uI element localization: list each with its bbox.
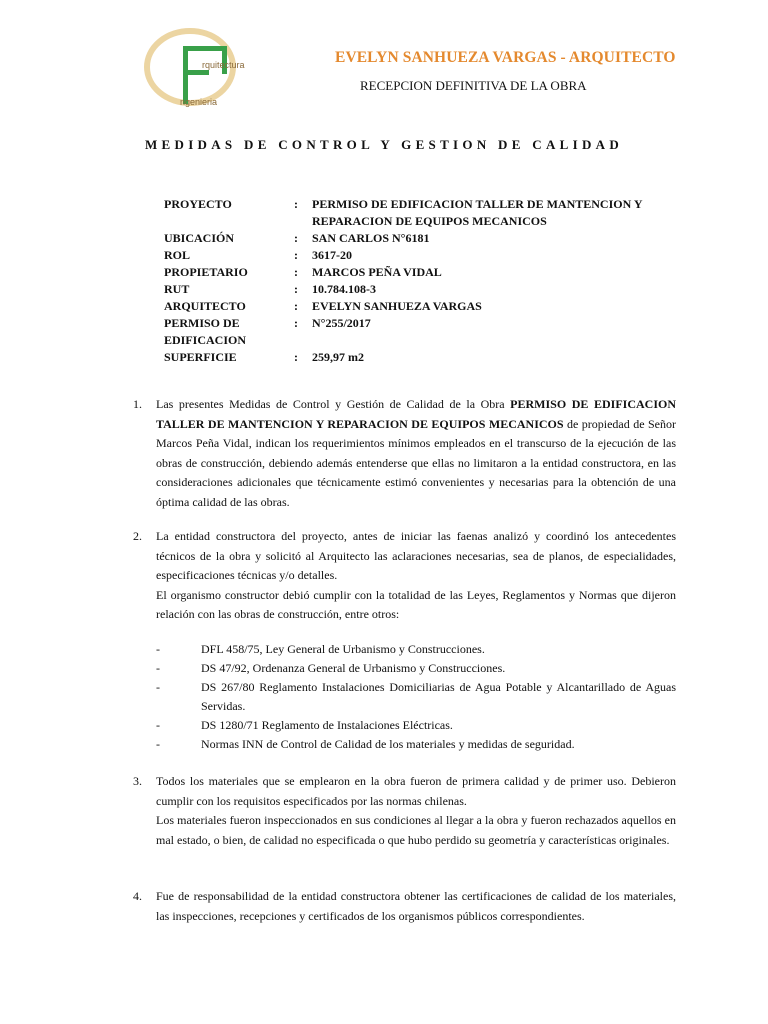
- info-value: PERMISO DE EDIFICACION TALLER DE MANTENCION Y REPARACION DE EQUIPOS MECANICOS: [312, 197, 643, 228]
- section-paragraph: [156, 395, 676, 512]
- bullet-dash: -: [156, 718, 160, 732]
- info-value: 259,97 m2: [312, 350, 364, 364]
- bullet-dash: -: [156, 642, 160, 656]
- section-number: 3.: [133, 774, 142, 788]
- bullet-dash: -: [156, 737, 160, 751]
- list-item-text: DS 47/92, Ordenanza General de Urbanismo y Construcciones.: [201, 661, 506, 675]
- section-2: [0, 527, 768, 625]
- section-paragraph: El organismo constructor debió cumplir con la totalidad de las Leyes, Reglamentos y Normas que dijeron relación con las obras de construcción, entre otros:: [156, 587, 676, 621]
- section-paragraph: Todos los materiales que se emplearon en la obra fueron de primera calidad y de primer uso. Debieron cumplir con los requisitos especificados por las normas chilenas.: [156, 774, 676, 808]
- project-name-bold: PERMISO DE EDIFICACION TALLER DE MANTENCION Y REPARACION DE EQUIPOS MECANICOS: [156, 397, 677, 431]
- info-label: SUPERFICIE: [164, 350, 237, 364]
- section-paragraph: La entidad constructora del proyecto, antes de iniciar las faenas analizó y coordinó los antecedentes técnicos de la obra y solicitó al Arquitecto las aclaraciones necesarias, sea de planos, de especialidades, especificaciones técnicas y/o detalles.: [156, 529, 676, 582]
- section-4: [0, 887, 768, 926]
- info-colon: :: [294, 316, 298, 330]
- paragraph-text: de propiedad de Señor Marcos Peña Vidal, indican los requerimientos mínimos empleados en el transcurso de la ejecución de las obras de construcción, debiendo además entenderse que ellas no limitaron a la entidad constructora, en las consideraciones adicionales que técnicamente estimó convenientes y necesarias para la obtención de una óptima calidad de las obras.: [156, 416, 676, 509]
- list-item: [0, 659, 768, 678]
- info-label: PROYECTO: [164, 197, 232, 211]
- info-colon: :: [294, 282, 298, 296]
- section-3: [0, 772, 768, 850]
- logo-graphic: [140, 24, 270, 114]
- firm-name: EVELYN SANHUEZA VARGAS - ARQUITECTO: [335, 49, 676, 66]
- firm-logo: [140, 24, 270, 114]
- info-label: ROL: [164, 248, 191, 262]
- info-colon: :: [294, 350, 298, 364]
- info-row-rol: [164, 247, 684, 264]
- list-item: [0, 735, 768, 754]
- section-number: 2.: [133, 529, 142, 543]
- info-value: MARCOS PEÑA VIDAL: [312, 265, 442, 279]
- info-value: 10.784.108-3: [312, 282, 376, 296]
- info-row-superficie: [164, 349, 684, 366]
- info-colon: :: [294, 248, 298, 262]
- info-label: PROPIETARIO: [164, 265, 248, 279]
- logo-text-top: rquitectura: [202, 60, 245, 70]
- info-label: PERMISO DE EDIFICACION: [164, 316, 247, 347]
- paragraph-text: Las presentes Medidas de Control y Gestión de Calidad de la Obra: [156, 397, 511, 411]
- info-label: ARQUITECTO: [164, 299, 246, 313]
- section-number: 1.: [133, 397, 142, 411]
- page-title: MEDIDAS DE CONTROL Y GESTION DE CALIDAD: [144, 137, 624, 152]
- list-item: [0, 678, 768, 716]
- info-value: N°255/2017: [312, 316, 371, 330]
- info-row-arquitecto: [164, 298, 684, 315]
- list-item: [0, 640, 768, 659]
- document-type: RECEPCION DEFINITIVA DE LA OBRA: [360, 78, 587, 93]
- info-value: EVELYN SANHUEZA VARGAS: [312, 299, 482, 313]
- info-row-proyecto: [164, 196, 684, 230]
- info-row-rut: [164, 281, 684, 298]
- list-item-text: DS 267/80 Reglamento Instalaciones Domiciliarias de Agua Potable y Alcantarillado de Aguas Servidas.: [201, 680, 676, 713]
- info-label: RUT: [164, 282, 190, 296]
- info-colon: :: [294, 265, 298, 279]
- section-1: [0, 395, 768, 512]
- section-number: 4.: [133, 889, 142, 903]
- info-label: UBICACIÓN: [164, 231, 235, 245]
- regulations-list: [0, 640, 768, 754]
- info-row-propietario: [164, 264, 684, 281]
- list-item-text: DFL 458/75, Ley General de Urbanismo y Construcciones.: [201, 642, 485, 656]
- info-colon: :: [294, 299, 298, 313]
- project-info: [164, 196, 684, 366]
- list-item-text: Normas INN de Control de Calidad de los materiales y medidas de seguridad.: [201, 737, 575, 751]
- section-paragraph: Fue de responsabilidad de la entidad constructora obtener las certificaciones de calidad de los materiales, las inspecciones, recepciones y certificados de los organismos públicos correspondientes.: [156, 889, 676, 923]
- logo-text-bottom: ngenieria: [180, 97, 218, 107]
- list-item: [0, 716, 768, 735]
- bullet-dash: -: [156, 680, 160, 694]
- info-row-ubicacion: [164, 230, 684, 247]
- info-value: 3617-20: [312, 248, 352, 262]
- info-row-permiso: [164, 315, 684, 349]
- bullet-dash: -: [156, 661, 160, 675]
- list-item-text: DS 1280/71 Reglamento de Instalaciones Eléctricas.: [201, 718, 453, 732]
- section-paragraph: Los materiales fueron inspeccionados en sus condiciones al llegar a la obra y fueron rechazados aquellos en mal estado, o bien, de calidad no especificada o que hubo perdido su geometría y características originales.: [156, 813, 676, 847]
- info-colon: :: [294, 197, 298, 211]
- info-value: SAN CARLOS N°6181: [312, 231, 430, 245]
- info-colon: :: [294, 231, 298, 245]
